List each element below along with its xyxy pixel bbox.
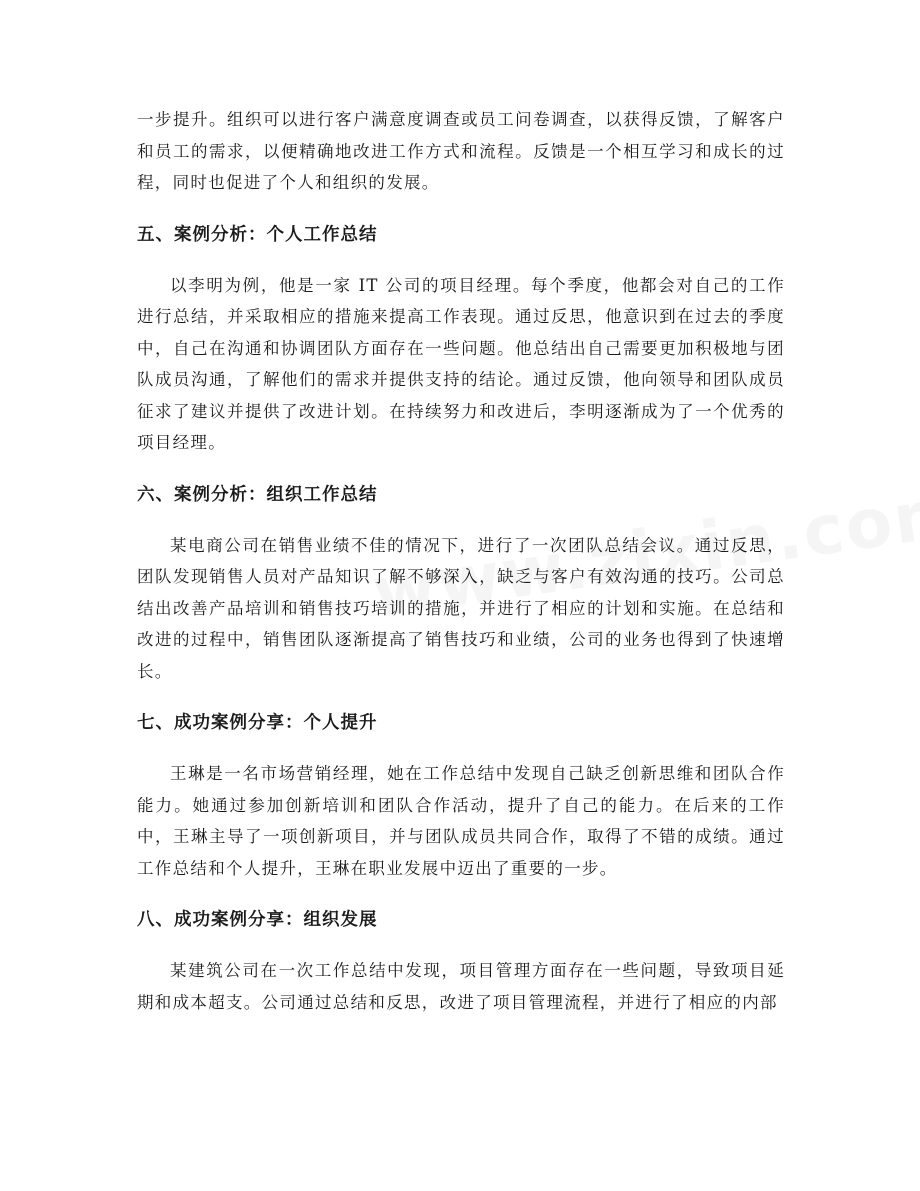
- section-heading-6: 六、案例分析：组织工作总结: [137, 484, 378, 505]
- section-body-6: 某电商公司在销售业绩不佳的情况下，进行了一次团队总结会议。通过反思，团队发现销售人员对产品知识了解不够深入，缺乏与客户有效沟通的技巧。公司总结出改善产品培训和销售技巧培训的措施，并进行了相应的计划和实施。在总结和改进的过程中，销售团队逐渐提高了销售技巧和业绩，公司的业务也得到了快速增长。: [137, 535, 785, 681]
- section-body-7: 王琳是一名市场营销经理，她在工作总结中发现自己缺乏创新思维和团队合作能力。她通过参加创新培训和团队合作活动，提升了自己的能力。在后来的工作中，王琳主导了一项创新项目，并与团队成员共同合作，取得了不错的成绩。通过工作总结和个人提升，王琳在职业发展中迈出了重要的一步。: [137, 764, 785, 878]
- document-body: [137, 104, 785, 1018]
- intro-paragraph: 一步提升。组织可以进行客户满意度调查或员工问卷调查，以获得反馈，了解客户和员工的需求，以便精确地改进工作方式和流程。反馈是一个相互学习和成长的过程，同时也促进了个人和组织的发展。: [137, 110, 785, 192]
- section-heading-7: 七、成功案例分享：个人提升: [137, 713, 378, 733]
- section-body-8: 某建筑公司在一次工作总结中发现，项目管理方面存在一些问题，导致项目延期和成本超支。公司通过总结和反思，改进了项目管理流程，并进行了相应的内部: [137, 961, 785, 1012]
- section-heading-8: 八、成功案例分享：组织发展: [137, 910, 378, 930]
- section-body-5: 以李明为例，他是一家 IT 公司的项目经理。每个季度，他都会对自己的工作进行总结，并采取相应的措施来提高工作表现。通过反思，他意识到在过去的季度中，自己在沟通和协调团队方面存在一些问题。他总结出自己需要更加积极地与团队成员沟通，了解他们的需求并提供支持的结论。通过反馈，他向领导和团队成员征求了建议并提供了改进计划。在持续努力和改进后，李明逐渐成为了一个优秀的项目经理。: [137, 275, 785, 452]
- section-heading-5: 五、案例分析：个人工作总结: [137, 224, 378, 245]
